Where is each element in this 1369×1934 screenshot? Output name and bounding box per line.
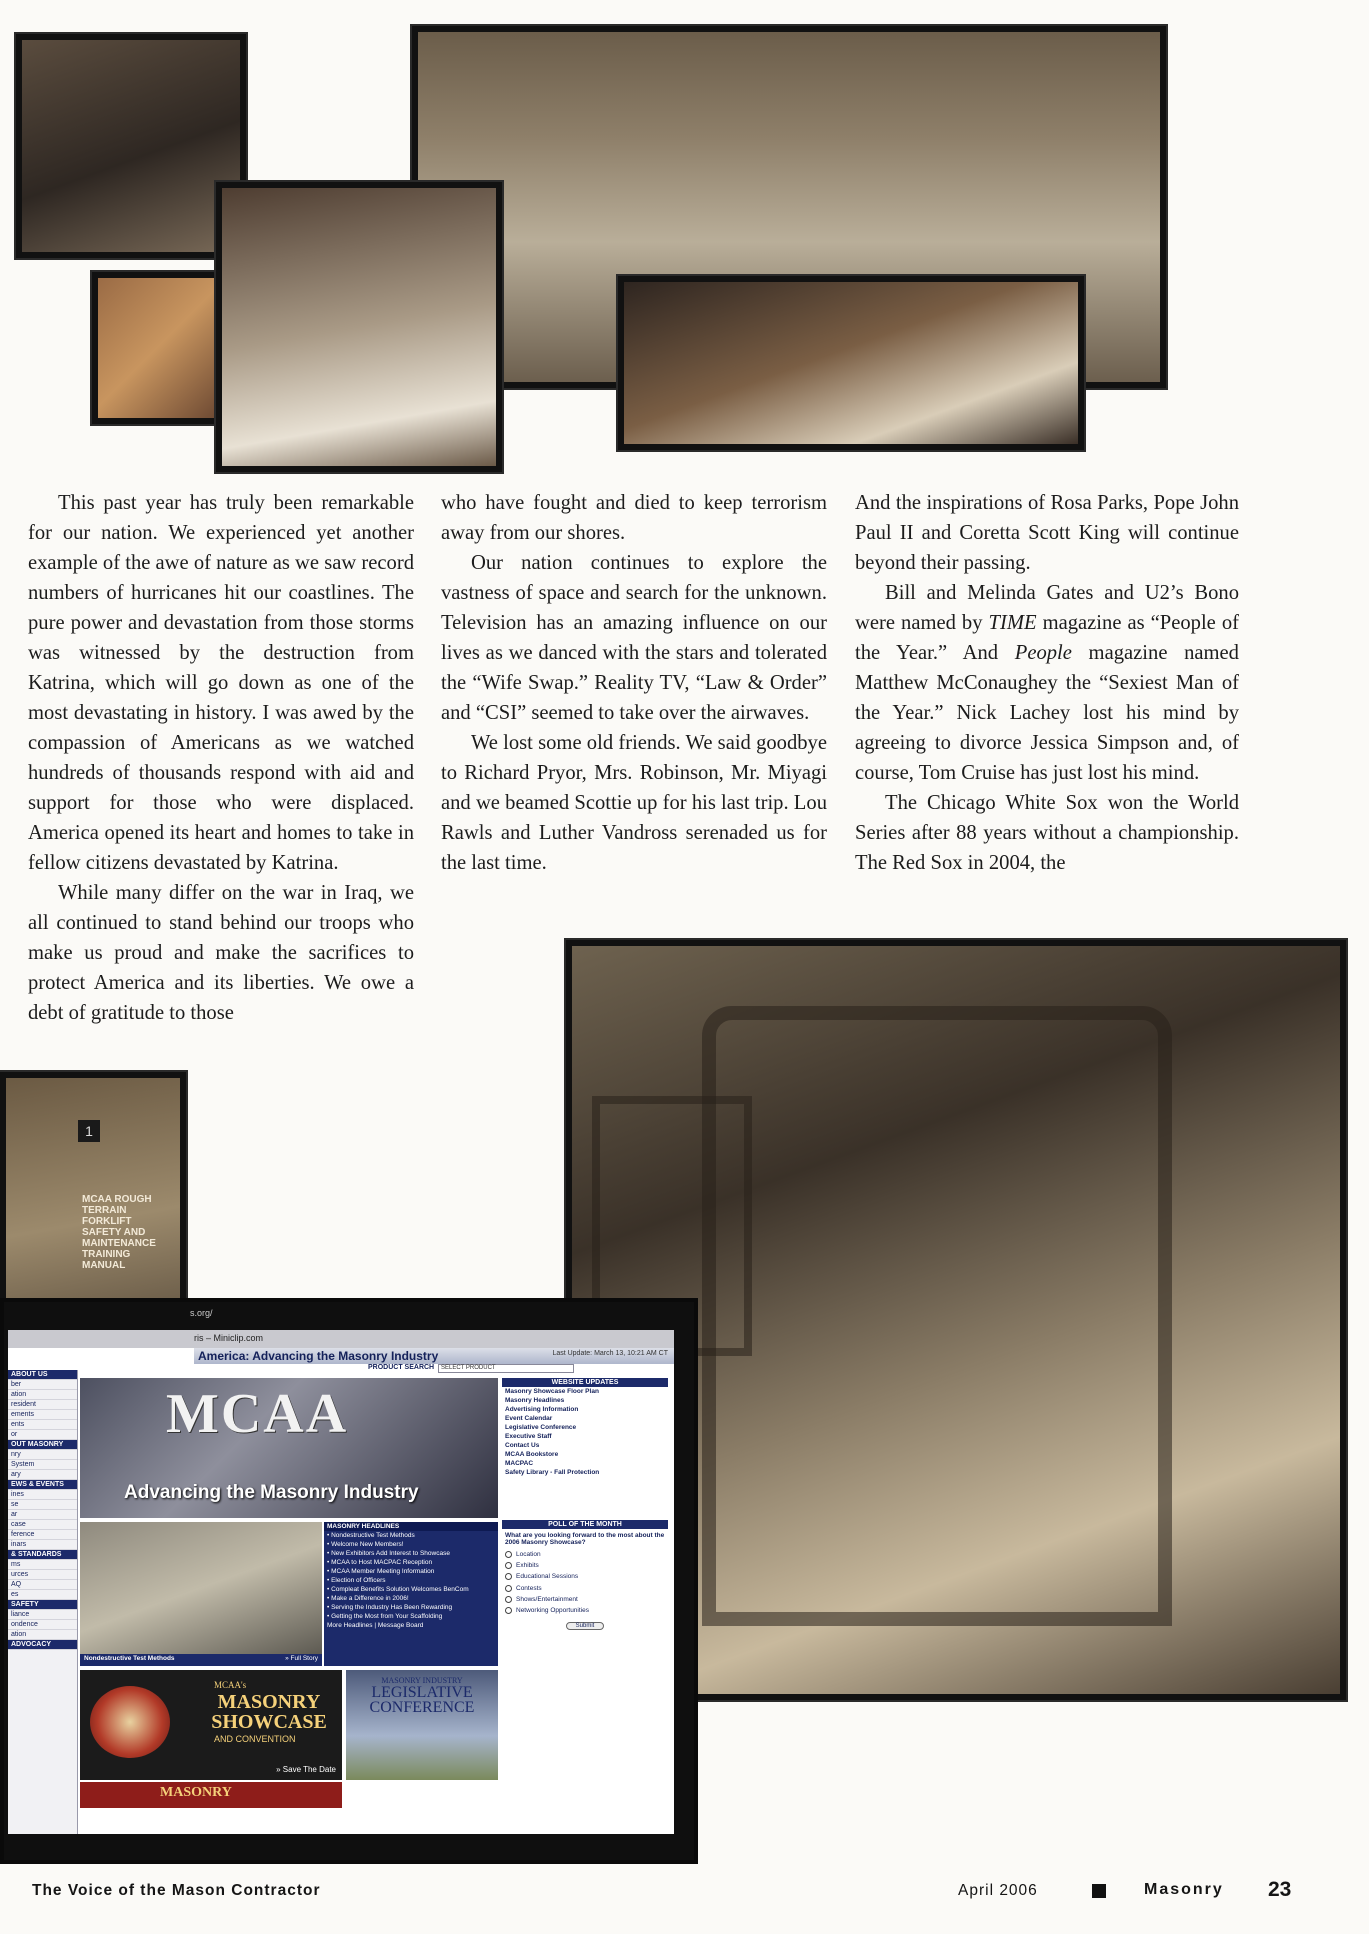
paragraph: who have fought and died to keep terrorism away from our shores. bbox=[441, 492, 827, 544]
website-left-nav bbox=[8, 1370, 78, 1834]
mcaa-logo: MCAA bbox=[166, 1383, 349, 1445]
headline-link[interactable]: • Serving the Industry Has Been Rewarding bbox=[327, 1604, 453, 1611]
text-run: magazine as “People of the Year.” And bbox=[855, 612, 1239, 664]
website-page bbox=[8, 1330, 674, 1834]
poll-option-label: Shows/Entertainment bbox=[516, 1596, 578, 1604]
left-nav-item[interactable]: ABOUT US bbox=[8, 1370, 77, 1380]
left-nav-item[interactable]: case bbox=[8, 1520, 77, 1530]
text-run: Bill and Melinda Gates and U2’s Bono were named by bbox=[855, 582, 1239, 634]
product-search-label: PRODUCT SEARCH bbox=[368, 1364, 435, 1371]
radio-icon[interactable] bbox=[505, 1573, 512, 1580]
website-updates bbox=[502, 1378, 668, 1518]
left-nav-item[interactable]: ADVOCACY bbox=[8, 1640, 77, 1650]
radio-icon[interactable] bbox=[505, 1607, 512, 1614]
news-caption-bar bbox=[80, 1654, 322, 1666]
photo-meeting-table bbox=[216, 182, 502, 472]
legislative-text bbox=[352, 1676, 492, 1715]
paragraph: And the inspirations of Rosa Parks, Pope John Paul II and Coretta Scott King will continue beyond their passing. bbox=[855, 492, 1239, 574]
headline-link[interactable]: • Nondestructive Test Methods bbox=[327, 1532, 415, 1539]
left-nav-item[interactable]: AQ bbox=[8, 1580, 77, 1590]
left-nav-item[interactable]: nry bbox=[8, 1450, 77, 1460]
left-nav-item[interactable]: urces bbox=[8, 1570, 77, 1580]
forklift-cage bbox=[702, 1006, 1172, 1626]
manual-title: MCAA ROUGH TERRAIN FORKLIFT SAFETY AND MAINTENANCE TRAINING MANUAL bbox=[82, 1194, 156, 1271]
headline-link[interactable]: • Election of Officers bbox=[327, 1577, 386, 1584]
headline-link[interactable]: • MCAA Member Meeting Information bbox=[327, 1568, 435, 1575]
poll-option-label: Educational Sessions bbox=[516, 1573, 579, 1581]
poll-option-label: Contests bbox=[516, 1584, 542, 1592]
left-nav-item[interactable]: or bbox=[8, 1430, 77, 1440]
left-nav-item[interactable]: liance bbox=[8, 1610, 77, 1620]
legislative-title: LEGISLATIVE CONFERENCE bbox=[369, 1684, 475, 1716]
headline-link[interactable]: • New Exhibitors Add Interest to Showcase bbox=[327, 1550, 450, 1557]
headline-link[interactable]: • Getting the Most from Your Scaffolding bbox=[327, 1613, 443, 1620]
article-column-2 bbox=[441, 488, 827, 878]
website-tagline: Advancing the Masonry Industry bbox=[124, 1482, 419, 1503]
photo-bricklayer bbox=[92, 272, 222, 424]
update-link[interactable]: Event Calendar bbox=[505, 1415, 553, 1422]
poll-header: POLL OF THE MONTH bbox=[502, 1520, 668, 1529]
left-nav-item[interactable]: ms bbox=[8, 1560, 77, 1570]
article-column-3 bbox=[855, 488, 1239, 878]
last-update: Last Update: March 13, 10:21 AM CT bbox=[552, 1350, 668, 1357]
poll-option-label: Exhibits bbox=[516, 1562, 539, 1570]
headlines-list bbox=[324, 1531, 498, 1630]
poll-submit-button: Submit bbox=[566, 1622, 604, 1630]
left-nav-item[interactable]: ference bbox=[8, 1530, 77, 1540]
paragraph: We lost some old friends. We said goodbye to Richard Pryor, Mrs. Robinson, Mr. Miyagi and we beamed Scottie up for his last trip. Lou Rawls and Luther Vandross serenaded us for the last time. bbox=[441, 732, 827, 874]
paragraph: Our nation continues to explore the vastness of space and search for the unknown. Television has an amazing influence on our lives as we danced with the stars and tolerated the “Wife Swap.” Reality TV, “Law & Order” and “CSI” seemed to take over the airwaves. bbox=[441, 552, 827, 724]
text-run: magazine named Matthew McConaughey the “Sexiest Man of the Year.” Nick Lachey lost his mind by agreeing to divorce Jessica Simpson and, of course, Tom Cruise has just lost his mind. bbox=[855, 642, 1239, 784]
left-nav-item[interactable]: resident bbox=[8, 1400, 77, 1410]
product-select: SELECT PRODUCT bbox=[438, 1364, 574, 1373]
left-nav-item[interactable]: ar bbox=[8, 1510, 77, 1520]
browser-tab: ris – Miniclip.com bbox=[8, 1330, 674, 1348]
headline-link[interactable]: • Make a Difference in 2006! bbox=[327, 1595, 409, 1602]
full-story-link: » Full Story bbox=[285, 1655, 318, 1662]
showcase-small: MCAA's bbox=[214, 1680, 247, 1690]
poll-option-label: Networking Opportunities bbox=[516, 1607, 589, 1615]
headline-link[interactable]: • Welcome New Members! bbox=[327, 1541, 404, 1548]
update-link[interactable]: Contact Us bbox=[505, 1442, 540, 1449]
update-link[interactable]: Masonry Showcase Floor Plan bbox=[505, 1388, 599, 1395]
update-link[interactable]: Safety Library - Fall Protection bbox=[505, 1469, 600, 1476]
updates-list bbox=[502, 1387, 668, 1477]
left-nav-item[interactable]: es bbox=[8, 1590, 77, 1600]
left-nav-item[interactable]: ation bbox=[8, 1630, 77, 1640]
poll-option[interactable] bbox=[502, 1594, 668, 1605]
left-nav-item[interactable]: inars bbox=[8, 1540, 77, 1550]
poll-option[interactable] bbox=[502, 1560, 668, 1571]
left-nav-item[interactable]: ber bbox=[8, 1380, 77, 1390]
update-link[interactable]: Legislative Conference bbox=[505, 1424, 577, 1431]
footer-date: April 2006 bbox=[958, 1882, 1038, 1899]
paragraph: While many differ on the war in Iraq, we all continued to stand behind our troops who make us proud and make the sacrifices to protect America and its liberties. We owe a debt of gratitude to those bbox=[28, 882, 414, 1024]
news-photo bbox=[80, 1522, 322, 1654]
headlines-header: MASONRY HEADLINES bbox=[324, 1522, 498, 1531]
legislative-small: MASONRY INDUSTRY bbox=[381, 1676, 463, 1685]
poll-options bbox=[502, 1549, 668, 1616]
page-number: 23 bbox=[1268, 1878, 1292, 1901]
magazine-title: TIME bbox=[988, 612, 1037, 634]
poll-option[interactable] bbox=[502, 1571, 668, 1582]
showcase-title: MASONRY SHOWCASE bbox=[211, 1691, 327, 1733]
bottom-strip: MASONRY bbox=[80, 1782, 342, 1808]
paragraph: The Chicago White Sox won the World Series after 88 years without a championship. The Red Sox in 2004, the bbox=[855, 792, 1239, 874]
update-link[interactable]: Executive Staff bbox=[505, 1433, 552, 1440]
radio-icon[interactable] bbox=[505, 1562, 512, 1569]
vegas-chip-graphic bbox=[90, 1686, 170, 1758]
left-nav-item[interactable]: ary bbox=[8, 1470, 77, 1480]
left-nav-item[interactable]: ines bbox=[8, 1490, 77, 1500]
update-link[interactable]: MACPAC bbox=[505, 1460, 534, 1467]
legislative-banner bbox=[346, 1670, 498, 1780]
update-link[interactable]: Advertising Information bbox=[505, 1406, 579, 1413]
showcase-subtitle: AND CONVENTION bbox=[214, 1734, 296, 1744]
poll-option[interactable] bbox=[502, 1605, 668, 1616]
poll-option[interactable] bbox=[502, 1549, 668, 1560]
left-nav-item[interactable]: ondence bbox=[8, 1620, 77, 1630]
website-banner bbox=[80, 1378, 498, 1518]
updates-header: WEBSITE UPDATES bbox=[502, 1378, 668, 1387]
masonry-headlines bbox=[324, 1522, 498, 1666]
magazine-title: People bbox=[1014, 642, 1072, 664]
photo-officials-group bbox=[16, 34, 246, 258]
paragraph bbox=[855, 578, 1239, 788]
website-url: s.org/ bbox=[190, 1308, 213, 1318]
headline-link[interactable]: More Headlines | Message Board bbox=[327, 1622, 424, 1629]
left-nav-item[interactable]: SAFETY bbox=[8, 1600, 77, 1610]
footer-magazine: Masonry bbox=[1144, 1881, 1224, 1898]
left-nav-item[interactable]: OUT MASONRY bbox=[8, 1440, 77, 1450]
paragraph: This past year has truly been remarkable for our nation. We experienced yet another example of the awe of nature as we saw record numbers of hurricanes hit our coastlines. The pure power and devastation from those storms was witnessed by the destruction from Katrina, which will go down as one of the most devastating in history. I was awed by the compassion of Americans as we watched hundreds of thousands respond with aid and support for those who were displaced. America opened its heart and homes to take in fellow citizens devastated by Katrina. bbox=[28, 492, 414, 874]
footer-square-icon bbox=[1092, 1884, 1106, 1898]
article-column-1 bbox=[28, 488, 414, 1028]
left-nav-item[interactable]: ents bbox=[8, 1420, 77, 1430]
manual-number-badge: 1 bbox=[78, 1120, 100, 1142]
website-screenshot bbox=[0, 1298, 698, 1864]
left-nav-item[interactable]: ements bbox=[8, 1410, 77, 1420]
headline-link[interactable]: • MCAA to Host MACPAC Reception bbox=[327, 1559, 433, 1566]
radio-icon[interactable] bbox=[505, 1585, 512, 1592]
save-the-date: » Save The Date bbox=[276, 1765, 336, 1774]
update-link[interactable]: MCAA Bookstore bbox=[505, 1451, 559, 1458]
page-footer bbox=[0, 1876, 1369, 1906]
poll-option-label: Location bbox=[516, 1551, 541, 1559]
poll-question: What are you looking forward to the most about the 2006 Masonry Showcase? bbox=[505, 1532, 665, 1546]
website-title-bar bbox=[194, 1348, 674, 1364]
footer-tagline: The Voice of the Mason Contractor bbox=[32, 1882, 321, 1899]
left-nav-item[interactable]: & STANDARDS bbox=[8, 1550, 77, 1560]
left-nav-item[interactable]: se bbox=[8, 1500, 77, 1510]
poll-option[interactable] bbox=[502, 1583, 668, 1594]
left-nav-item[interactable]: ation bbox=[8, 1390, 77, 1400]
radio-icon[interactable] bbox=[505, 1551, 512, 1558]
poll-of-month bbox=[502, 1520, 668, 1790]
left-nav-item[interactable]: System bbox=[8, 1460, 77, 1470]
radio-icon[interactable] bbox=[505, 1596, 512, 1603]
showcase-banner bbox=[80, 1670, 342, 1780]
left-nav-item[interactable]: EWS & EVENTS bbox=[8, 1480, 77, 1490]
news-caption: Nondestructive Test Methods bbox=[84, 1655, 175, 1662]
update-link[interactable]: Masonry Headlines bbox=[505, 1397, 565, 1404]
photo-banquet-table bbox=[618, 276, 1084, 450]
headline-link[interactable]: • Compleat Benefits Solution Welcomes BenCom bbox=[327, 1586, 469, 1593]
website-title: America: Advancing the Masonry Industry bbox=[198, 1349, 439, 1363]
